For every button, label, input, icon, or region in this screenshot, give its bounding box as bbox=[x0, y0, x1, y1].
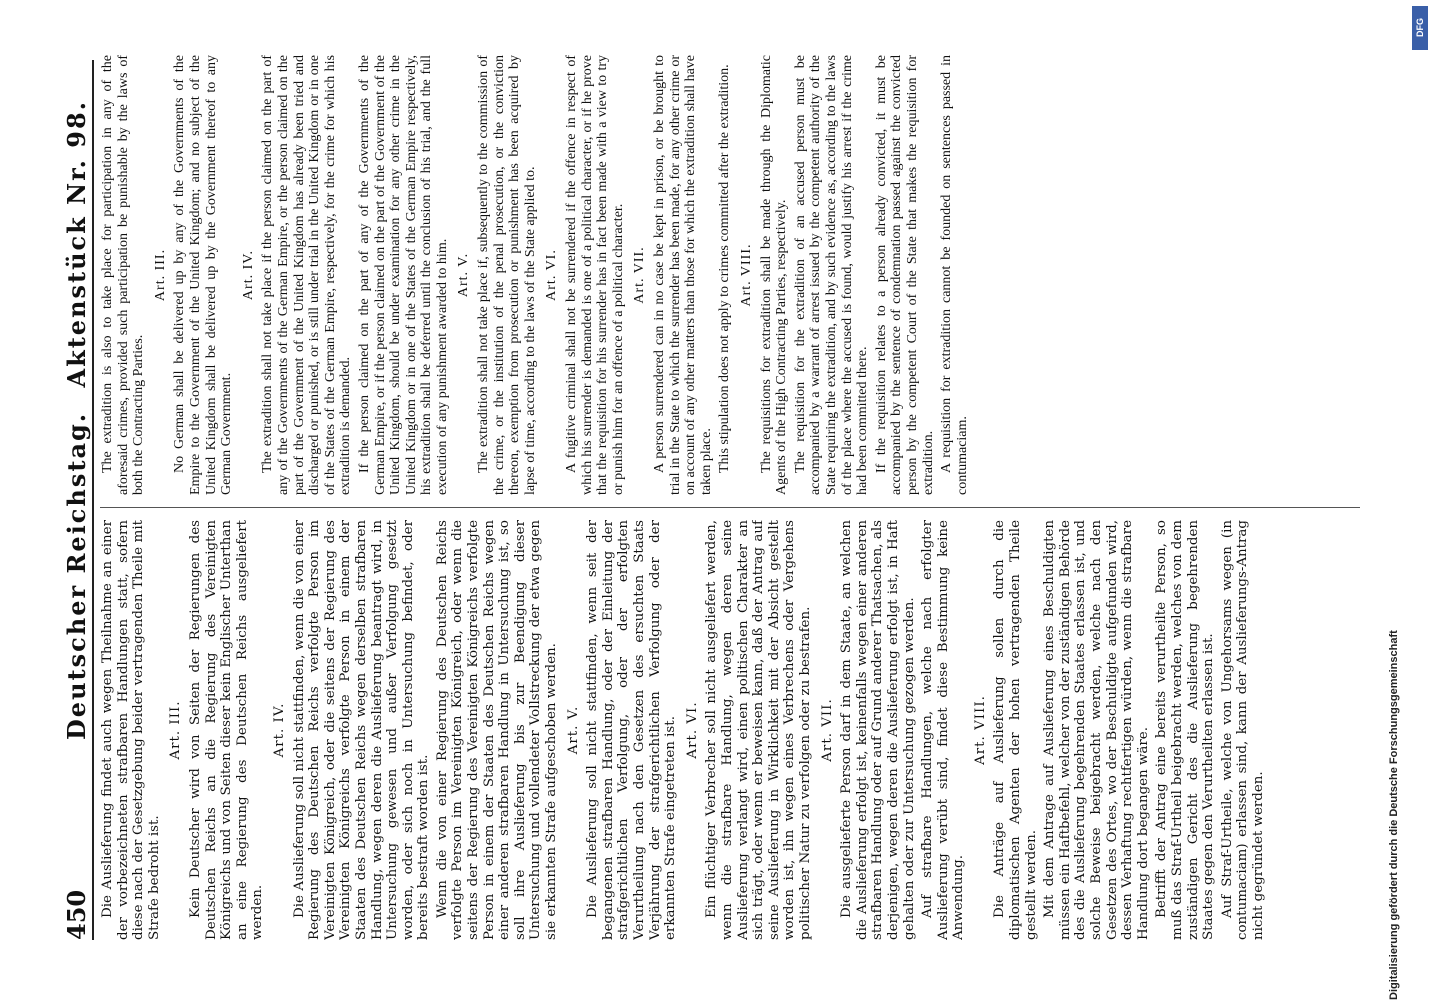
article-heading: Art. VIII. bbox=[738, 243, 754, 307]
paragraph: Auf strafbare Handlungen, welche nach erfolgter Auslieferung verübt sind, findet diese Bestimmung keine Anwendung. bbox=[920, 520, 967, 940]
page-header bbox=[58, 60, 94, 940]
paragraph: If the person claimed on the part of any of the Governments of the German Empire, or if the person claimed on the part of the Government of the United Kingdom, should be under examination for any other crime in the United Kingdom or in one of the States of the German Empire respectively, his extradition shall be deferred until the conclusion of his trial, and the full execution of any punishment awarded to him. bbox=[356, 55, 450, 495]
left-running-title: Deutscher Reichstag. bbox=[62, 411, 91, 740]
right-running-title: Aktenstück Nr. 98. bbox=[62, 100, 91, 388]
paragraph: A requisition for extradition cannot be founded on sentences passed in contumaciam. bbox=[939, 55, 970, 495]
article-heading: Art. VI. bbox=[684, 701, 700, 759]
article-heading: Art. VII. bbox=[819, 698, 835, 762]
paragraph: The requisition for the extradition of an accused person must be accompanied by a warrant of arrest issued by the competent authority of the State requiring the extradition, and by such evidence as, according to the laws of the place where the accused is found, would justify his arrest if the crime had been committed there. bbox=[792, 55, 871, 495]
dfg-logo: DFG bbox=[1412, 6, 1428, 50]
english-text-column bbox=[100, 55, 1360, 495]
paragraph: Die ausgelieferte Person darf in dem Staate, an welchen die Auslieferung erfolgt ist, keinenfalls wegen einer anderen strafbaren Handlung oder auf Grund anderer Thatsachen, als derjenigen, wegen deren die Auslieferung erfolgt ist, in Haft gehalten oder zur Untersuchung gezogen werden. bbox=[839, 520, 917, 940]
article-heading: Art. III. bbox=[168, 700, 184, 760]
paragraph: A fugitive criminal shall not be surrendered if the offence in respect of which his surrender is demanded is one of a political character, or if he prove that the requisition for his surrender has in fact been made with a view to try or punish him for an offence of a political character. bbox=[564, 55, 626, 495]
paragraph: Ein flüchtiger Verbrecher soll nicht ausgeliefert werden, wenn die strafbare Handlung, wegen deren seine Auslieferung verlangt wird, einen politischen Charakter an sich trägt, oder wenn er beweisen kann, daß der Antrag auf seine Auslieferung in Wirklichkeit mit der Absicht gestellt worden ist, ihn wegen eines Verbrechens oder Vergehens politischer Natur zu verfolgen oder zu bestrafen. bbox=[704, 520, 813, 940]
article-heading: Art. V. bbox=[565, 705, 581, 755]
paragraph: The requisitions for extradition shall be made through the Diplomatic Agents of the High Contracting Parties, respectively. bbox=[758, 55, 790, 495]
paragraph: Betrifft der Antrag eine bereits verurtheilte Person, so muß das Straf-Urtheil beigebracht werden, welches von dem zuständigen Gericht des die Auslieferung begehrenden Staates gegen den Verurtheilten erlassen ist. bbox=[1154, 520, 1217, 940]
paragraph: The extradition shall not take place if the person claimed on the part of any of the Governments of the German Empire, or the person claimed on the part of the Government of the United Kingdom has already been tried and discharged or punished, or is still under trial in the United Kingdom or in one of the States of the German Empire, respectively, for the crime for which his extradition is demanded. bbox=[260, 55, 354, 495]
paragraph: This stipulation does not apply to crimes committed after the extradition. bbox=[717, 64, 733, 473]
paragraph: If the requisition relates to a person already convicted, it must be accompanied by the sentence of condemnation passed against the convicted person by the competent Court of the State that makes the requisition for extradition. bbox=[873, 55, 936, 495]
credit-text: Digitalisierung gefördert durch die Deutsche Forschungsgemeinschaft bbox=[1388, 630, 1400, 1000]
paragraph: A person surrendered can in no case be kept in prison, or be brought to trial in the State to which the surrender has been made, for any other crime or on account of any other matters than those for which the extradition shall have taken place. bbox=[652, 55, 714, 495]
article-heading: Art. V. bbox=[456, 252, 472, 298]
page-number: 450 bbox=[62, 889, 91, 940]
article-heading: Art. IV. bbox=[240, 249, 256, 301]
article-heading: Art. VIII. bbox=[972, 695, 988, 765]
paragraph: Die Auslieferung soll nicht stattfinden, wenn seit der begangenen strafbaren Handlung, oder der Einleitung der strafgerichtlichen Verfolgung, oder der erfolgten Verurtheilung nach den Gesetzen des ersuchten Staats Verjährung der strafgerichtlichen Verfolgung oder der erkannten Strafe eingetreten ist. bbox=[585, 520, 679, 940]
paragraph: Auf Straf-Urtheile, welche von Ungehorsams wegen (in contumaciam) erlassen sind, kann der Auslieferungs-Antrag nicht gegründet werden. bbox=[1219, 520, 1266, 940]
article-heading: Art. VII. bbox=[632, 246, 648, 304]
paragraph: Mit dem Antrage auf Auslieferung eines Beschuldigten müssen ein Haftbefehl, welcher von der zuständigen Behörde des die Auslieferung begehrenden Staates erlassen ist, und solche Beweise beigebracht werden, welche nach den Gesetzen des Ortes, wo der Beschuldigte aufgefunden wird, dessen Verhaftung rechtfertigen würden, wenn die strafbare Handlung dort begangen wäre. bbox=[1042, 520, 1151, 940]
paragraph: Kein Deutscher wird von Seiten der Regierungen des Deutschen Reichs an die Regierung des Vereinigten Königreichs und von Seiten dieser kein Englischer Unterthan an eine Regierung des Deutschen Reichs ausgeliefert werden. bbox=[187, 520, 266, 940]
paragraph: Die Auslieferung findet auch wegen Theilnahme an einer der vorbezeichneten strafbaren Handlungen statt, sofern diese nach der Gesetzgebung beider vertragenden Theile mit Strafe bedroht ist. bbox=[100, 520, 162, 940]
paragraph: No German shall be delivered up by any of the Governments of the Empire to the Government of the United Kingdom; and no subject of the United Kingdom shall be delivered up by the Government thereof to any German Government. bbox=[172, 55, 235, 495]
paragraph: The extradition shall not take place if, subsequently to the commission of the crime, or the institution of the penal prosecution, or the conviction thereon, exemption from prosecution or punishment has been acquired by lapse of time, according to the laws of the State applied to. bbox=[476, 55, 538, 495]
paragraph: The extradition is also to take place for participation in any of the aforesaid crimes, provided such participation be punishable by the laws of both the Contracting Parties. bbox=[100, 55, 147, 495]
article-heading: Art. VI. bbox=[544, 249, 560, 301]
digitization-credit bbox=[1388, 10, 1418, 1000]
german-text-column bbox=[100, 520, 1360, 940]
article-heading: Art. III. bbox=[152, 248, 168, 302]
paragraph: Die Anträge auf Auslieferung sollen durch die diplomatischen Agenten der hohen vertragenden Theile gestellt werden. bbox=[992, 520, 1039, 940]
article-heading: Art. IV. bbox=[271, 702, 287, 758]
paragraph: Die Auslieferung soll nicht stattfinden, wenn die von einer Regierung des Deutschen Reichs verfolgte Person im Vereinigten Königreich, oder die seitens der Regierung des Vereinigten Königreichs verfolgte Person in einem der Staaten des Deutschen Reichs wegen derselben strafbaren Handlung, wegen deren die Auslieferung beantragt wird, in Untersuchung gewesen und außer Verfolgung gesetzt worden, oder sich noch in Untersuchung befindet, oder bereits bestraft worden ist. bbox=[291, 520, 432, 940]
paragraph: Wenn die von einer Regierung des Deutschen Reichs verfolgte Person im Vereinigten Königreich, oder wenn die seitens der Regierung des Vereinigten Königreichs verfolgte Person in einem der Staaten des Deutschen Reichs wegen einer anderen strafbaren Handlung in Untersuchung ist, so soll ihre Auslieferung bis zur Beendigung dieser Untersuchung und vollendeter Vollstreckung der etwa gegen sie erkannten Strafe aufgeschoben werden. bbox=[434, 520, 560, 940]
column-divider bbox=[100, 507, 1360, 508]
